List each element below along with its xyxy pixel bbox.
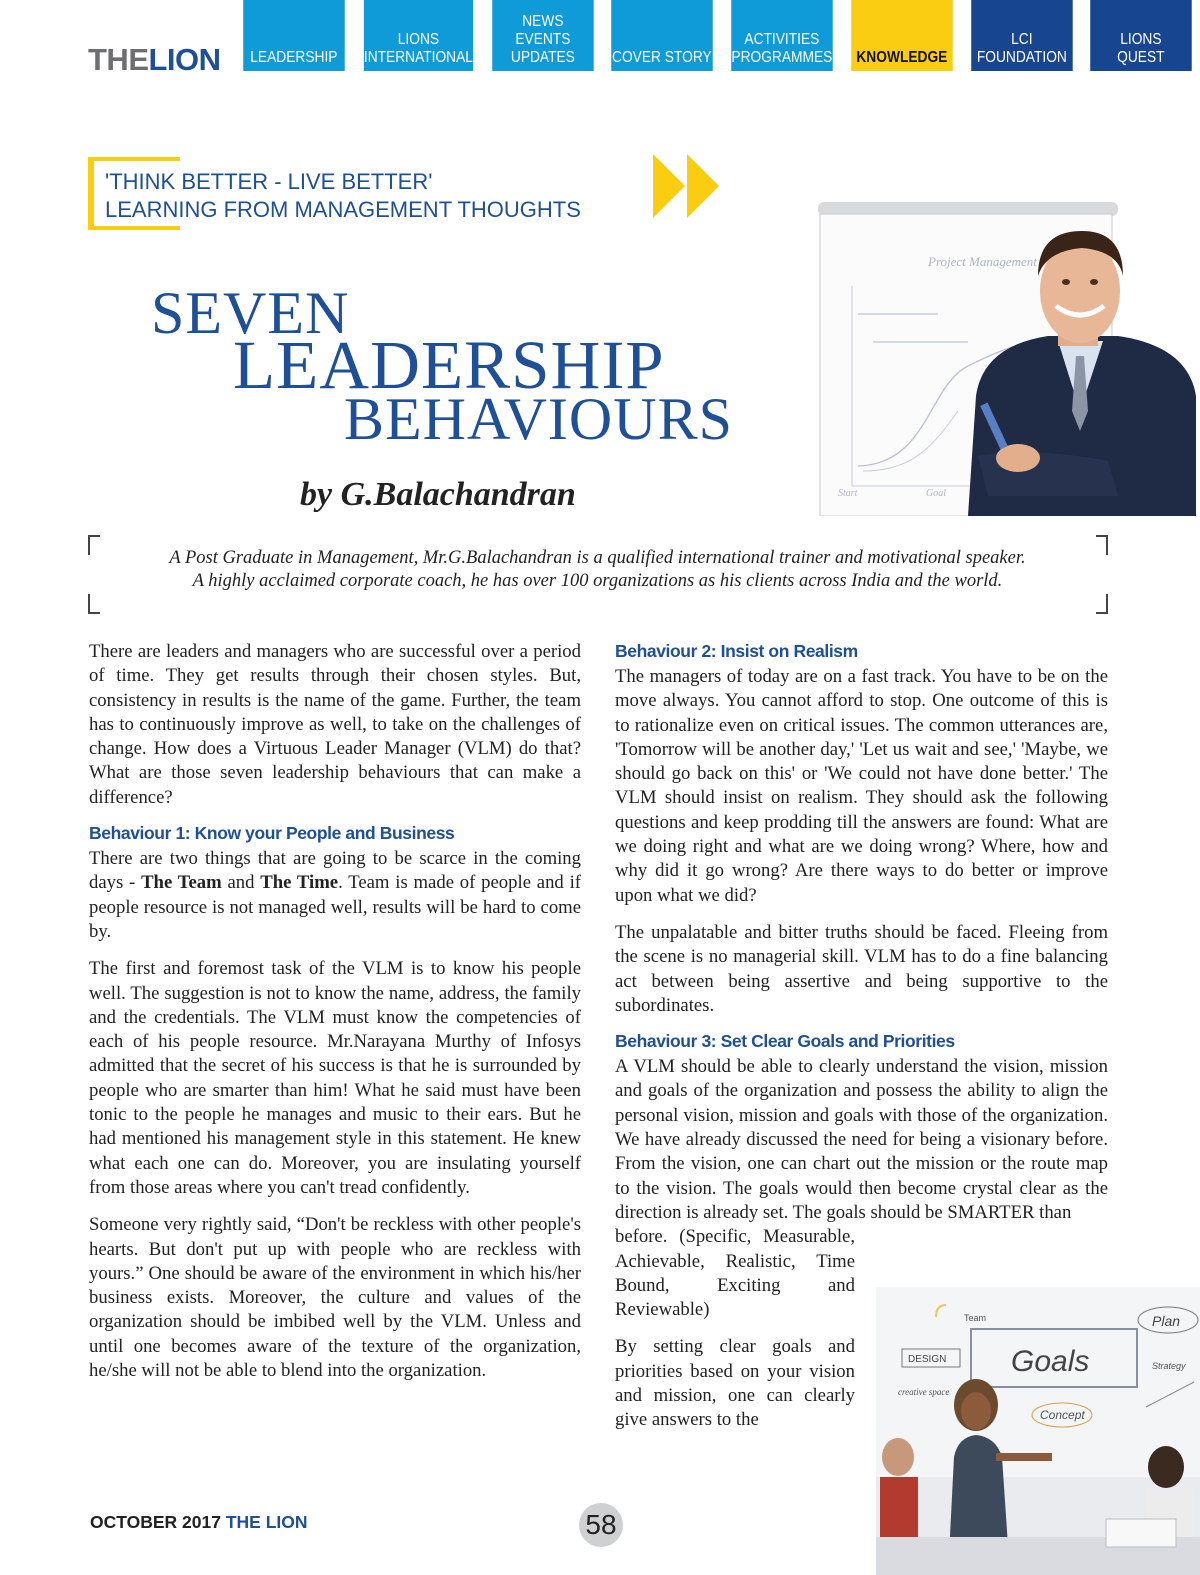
nav-tab-label: PROGRAMMES — [731, 49, 833, 66]
paragraph: A VLM should be able to clearly understand the vision, mission and goals of the organization and possess the ability to align the personal vision, mission and goals with those of the organization. We have already discussed the need for being a visionary before. From the vision, one can chart out the mission or the route map to the vision. The goals would then become crystal clear as the direction is already set. The goals should be SMARTER than — [615, 1056, 1108, 1223]
kicker-bracket — [88, 226, 180, 230]
team-label: Team — [964, 1313, 987, 1323]
nav-tab-lions-quest[interactable] — [1090, 0, 1191, 71]
footer-magazine: THE LION — [225, 1512, 308, 1532]
paragraph: The managers of today are on a fast track. You have to be on the move always. You cannot afford to stop. One outcome of this is to rationalize even on critical issues. The common utterances are, 'Tomorrow will be another day,' 'Let us wait and see,' 'Maybe, we should go back on this' or 'We could not have done better.' The VLM should insist on realism. They should ask the following questions and keep prodding till the answers are found: What are we doing right and what are we doing wrong? Where, how and why did it go wrong? Are there ways to do better or improve upon what we did? — [615, 666, 1108, 906]
nav-tab-lions-international[interactable] — [364, 0, 473, 71]
kicker-bracket — [88, 157, 94, 230]
nav-tab-label: COVER STORY — [612, 49, 712, 66]
footer-date: OCTOBER 2017 — [90, 1512, 226, 1532]
businessman-photo — [818, 196, 1196, 516]
nav-tab-label: KNOWLEDGE — [856, 49, 948, 66]
nav-tab-label: EVENTS — [514, 31, 570, 48]
plan-label: Plan — [1152, 1313, 1181, 1329]
goals-meeting-photo — [876, 1287, 1200, 1575]
kicker-line-2: LEARNING FROM MANAGEMENT THOUGHTS — [105, 197, 581, 222]
strategy-label: Strategy — [1152, 1361, 1186, 1371]
nav-tab-label: NEWS — [521, 13, 564, 30]
nav-tab-lci-foundation[interactable] — [971, 0, 1072, 71]
nav-tab-label: LCI — [1010, 31, 1033, 48]
kicker-line-1: 'THINK BETTER - LIVE BETTER' — [105, 169, 433, 194]
concept-label: Concept — [1040, 1408, 1085, 1422]
bio-corner — [88, 594, 100, 614]
kicker-bracket — [88, 157, 180, 161]
nav-tab-label: UPDATES — [510, 49, 575, 66]
author-bio-line: A Post Graduate in Management, Mr.G.Balachandran is a qualified international trainer and motivational speaker. — [169, 548, 1026, 568]
page-footer — [90, 1512, 308, 1533]
nav-tab-knowledge[interactable] — [851, 0, 952, 71]
nav-tab-label: INTERNATIONAL — [363, 49, 473, 66]
nav-tab-label: FOUNDATION — [976, 49, 1067, 66]
nav-tab-label: QUEST — [1117, 49, 1165, 66]
board-start-label: Start — [838, 488, 858, 499]
paragraph — [89, 847, 581, 944]
title-line-3: BEHAVIOURS — [344, 386, 733, 452]
byline: by G.Balachandran — [300, 476, 576, 513]
double-arrow-icon — [653, 154, 723, 218]
paragraph: before. (Specific, Measurable, Achievable, Realistic, Time Bound, Exciting and Reviewable) — [615, 1226, 855, 1321]
nav-tab-cover-story[interactable] — [612, 0, 713, 71]
nav-tab-activities-programmes[interactable] — [731, 0, 832, 71]
text-run: There are two things that are going to be scarce in the coming days - — [89, 848, 581, 894]
title-line-1: SEVEN — [151, 280, 350, 346]
author-bio-line: A highly acclaimed corporate coach, he has over 100 organizations as his clients across India and the world. — [192, 571, 1003, 591]
brand-lion: LION — [148, 42, 221, 77]
board-caption: Project Management — [928, 254, 1037, 269]
nav-tab-label: ACTIVITIES — [744, 31, 820, 48]
goals-label: Goals — [1011, 1345, 1090, 1378]
section-heading: Behaviour 2: Insist on Realism — [615, 641, 858, 661]
paragraph: The first and foremost task of the VLM is to know his people well. The suggestion is not to know the name, address, the family and the credentials. The VLM must know the competencies of each of his people resource. Mr.Narayana Murthy of Infosys admitted that the secret of his success is that he is surrounded by people who are smarter than him! What he said must have been tonic to the people he manages and music to their ears. But he had mentioned his management style in this statement. He knew what each one can do. Moreover, you are insulating yourself from those areas where you can't tread confidently. — [89, 958, 581, 1198]
nav-tab-leadership[interactable] — [243, 0, 344, 71]
title-line-2: LEADERSHIP — [233, 327, 665, 403]
series-kicker — [88, 157, 633, 230]
text-run: . Team is made of people and if people resource is not managed well, results will be hard to come by. — [89, 872, 581, 942]
section-nav — [235, 0, 1200, 71]
bold-text: The Time — [260, 872, 339, 894]
bio-corner — [1096, 594, 1108, 614]
paragraph: There are leaders and managers who are successful over a period of time. They get results through their chosen styles. But, consistency in results is the name of the game. Further, the team has to continuously improve as well, to take on the challenges of change. How does a Virtuous Leader Manager (VLM) do that? What are those seven leadership behaviours that can make a difference? — [89, 641, 581, 808]
article-column-left — [89, 640, 581, 1383]
magazine-brand — [88, 44, 221, 75]
kicker-text — [105, 168, 581, 224]
section-heading: Behaviour 1: Know your People and Business — [89, 823, 455, 844]
text-run: and — [221, 872, 261, 894]
board-goal-label: Goal — [926, 488, 946, 499]
bold-text: The Team — [141, 872, 222, 894]
nav-tab-label: LIONS — [397, 31, 439, 48]
paragraph: By setting clear goals and priorities based on your vision and mission, one can clearly give answers to the — [615, 1336, 855, 1431]
nav-tab-label: LEADERSHIP — [250, 49, 338, 66]
paragraph: Someone very rightly said, “Don't be reckless with other people's hearts. But don't put up with people who are reckless with yours.” One should be aware of the environment in which his/her business exists. Moreover, the culture and values of the organization should be imbibed well by the VLM. Unless and until one becomes aware of the texture of the organization, he/she will not be able to blend into the organization. — [89, 1214, 581, 1382]
brand-the: THE — [88, 42, 149, 77]
author-bio — [95, 547, 1100, 593]
nav-tab-news-events-updates[interactable] — [492, 0, 593, 71]
section-heading: Behaviour 3: Set Clear Goals and Priorities — [615, 1031, 955, 1052]
design-label: DESIGN — [908, 1354, 947, 1365]
nav-tab-label: LIONS — [1120, 31, 1162, 48]
paragraph: The unpalatable and bitter truths should be faced. Fleeing from the scene is no managerial skill. VLM has to do a fine balancing act between being assertive and being supportive to the subordinates. — [615, 921, 1108, 1016]
page-number: 58 — [579, 1503, 623, 1547]
creative-label: creative space — [898, 1387, 950, 1397]
